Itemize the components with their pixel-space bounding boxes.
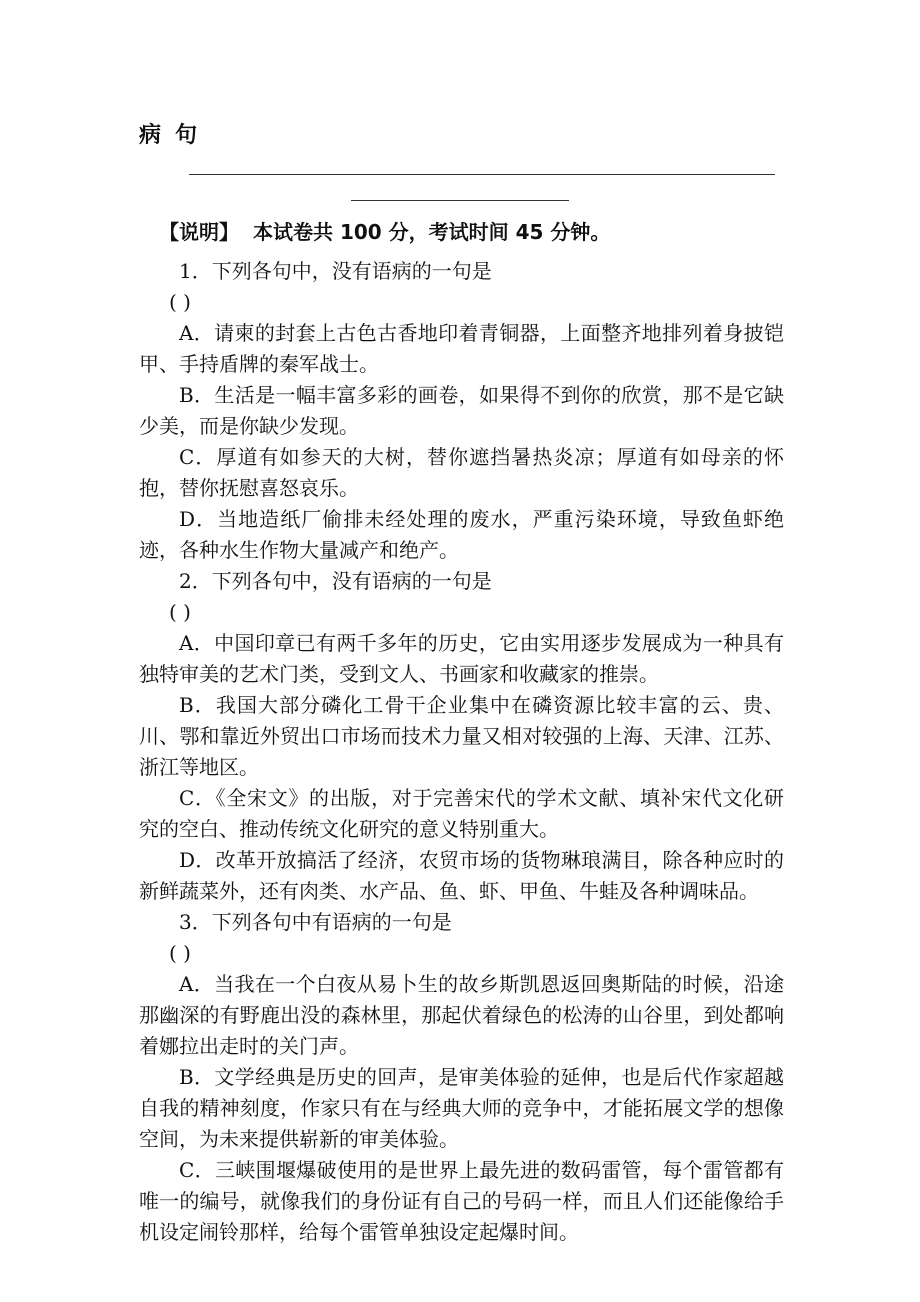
divider-line [189,174,775,175]
question-stem: 3．下列各句中有语病的一句是 [179,910,452,934]
answer-blank: ( ) [169,941,191,965]
instructions [139,214,784,250]
page-title: 病句 [139,123,212,148]
instructions-label: 【说明】 [159,220,239,244]
answer-blank: ( ) [169,290,191,314]
option-a: A．中国印章已有两千多年的历史，它由实用逐步发展成为一种具有独特审美的艺术门类，受到文人、书画家和收藏家的推崇。 [139,631,784,686]
answer-blank: ( ) [169,600,191,624]
option-b: B．生活是一幅丰富多彩的画卷，如果得不到你的欣赏，那不是它缺少美，而是你缺少发现。 [139,383,784,438]
option-c: C．三峡围堰爆破使用的是世界上最先进的数码雷管，每个雷管都有唯一的编号，就像我们的身份证有自己的号码一样，而且人们还能像给手机设定闹铃那样，给每个雷管单独设定起爆时间。 [139,1158,784,1244]
instructions-text: 本试卷共 100 分，考试时间 45 分钟。 [253,220,611,244]
divider-line-short [351,200,569,201]
option-b: B．文学经典是历史的回声，是审美体验的延伸，也是后代作家超越自我的精神刻度，作家只有在与经典大师的竞争中，才能拓展文学的想像空间，为未来提供崭新的审美体验。 [139,1065,784,1151]
option-a: A．请柬的封套上古色古香地印着青铜器，上面整齐地排列着身披铠甲、手持盾牌的秦军战士。 [139,321,784,376]
option-d: D．当地造纸厂偷排未经处理的废水，严重污染环境，导致鱼虾绝迹，各种水生作物大量减产和绝产。 [139,507,784,562]
question-stem: 2．下列各句中，没有语病的一句是 [179,569,492,593]
option-b: B．我国大部分磷化工骨干企业集中在磷资源比较丰富的云、贵、川、鄂和靠近外贸出口市场而技术力量又相对较强的上海、天津、江苏、浙江等地区。 [139,693,784,779]
option-d: D．改革开放搞活了经济，农贸市场的货物琳琅满目，除各种应时的新鲜蔬菜外，还有肉类、水产品、鱼、虾、甲鱼、牛蛙及各种调味品。 [139,848,784,903]
question-stem: 1．下列各句中，没有语病的一句是 [179,259,492,283]
exam-content [139,214,784,1248]
option-c: C．厚道有如参天的大树，替你遮挡暑热炎凉；厚道有如母亲的怀抱，替你抚慰喜怒哀乐。 [139,445,784,500]
option-a: A．当我在一个白夜从易卜生的故乡斯凯恩返回奥斯陆的时候，沿途那幽深的有野鹿出没的森林里，那起伏着绿色的松涛的山谷里，到处都响着娜拉出走时的关门声。 [139,972,784,1058]
option-c: C．《全宋文》的出版，对于完善宋代的学术文献、填补宋代文化研究的空白、推动传统文化研究的意义特别重大。 [139,786,784,841]
